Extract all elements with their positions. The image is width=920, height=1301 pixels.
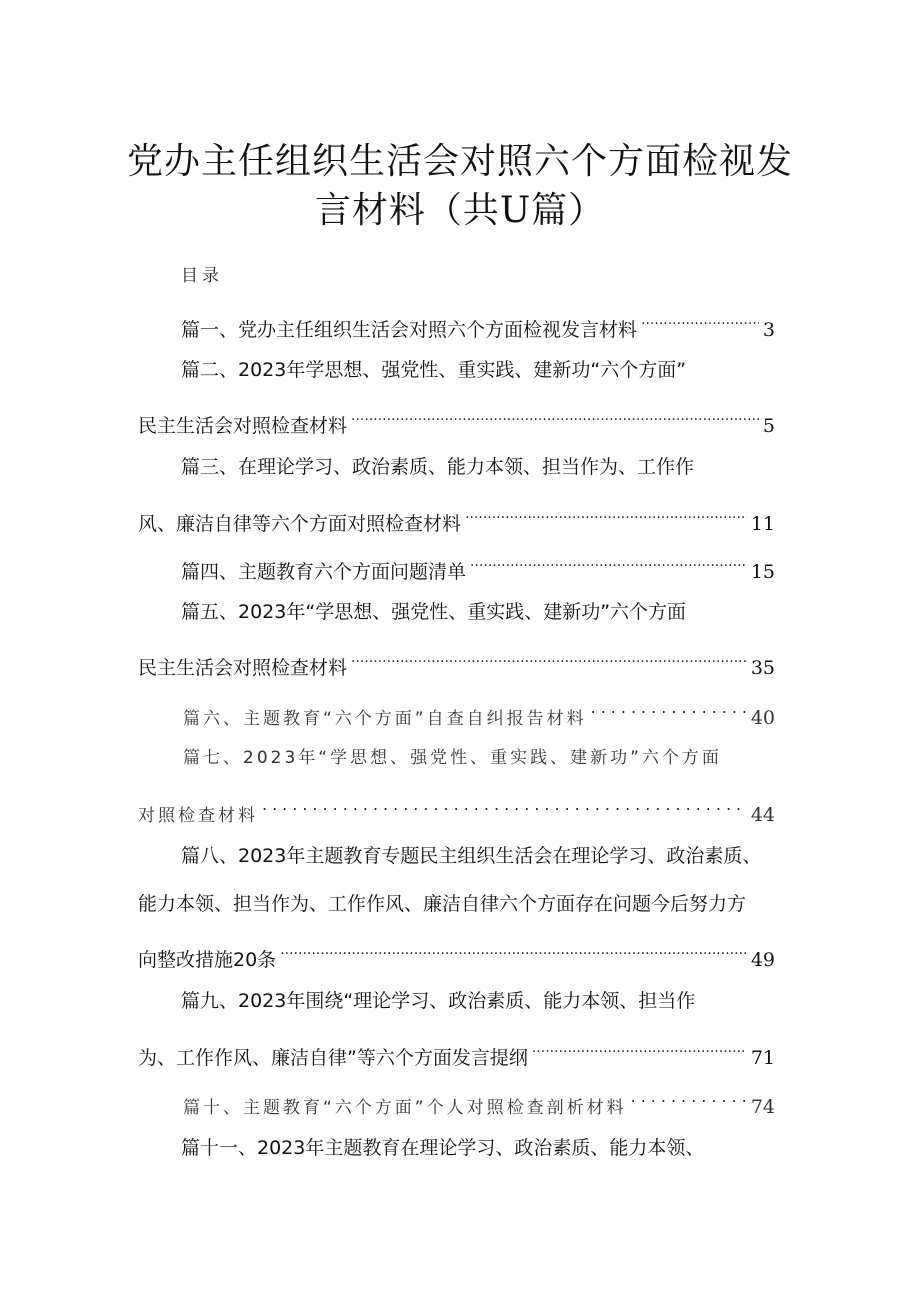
toc-entry-3-line-1[interactable]: 篇三、在理论学习、政治素质、能力本领、担当作为、工作作 <box>181 456 695 478</box>
toc-page-number: 49 <box>750 949 775 971</box>
toc-entry-4[interactable] <box>0 550 775 583</box>
toc-entry-1[interactable] <box>0 308 775 341</box>
toc-page-number: 3 <box>762 319 775 341</box>
toc-entry-7[interactable] <box>0 793 775 826</box>
toc-entry-10[interactable] <box>0 1085 775 1118</box>
toc-entry-text: 篇六、主题教育“六个方面”自查自纠报告材料 <box>183 709 587 729</box>
toc-entry-11-line-1[interactable]: 篇十一、2023年主题教育在理论学习、政治素质、能力本领、 <box>181 1137 705 1159</box>
toc-leader-dots <box>280 938 747 966</box>
toc-leader-dots <box>532 1036 747 1064</box>
toc-entry-text: 民主生活会对照检查材料 <box>138 657 348 679</box>
toc-entry-8-line-1[interactable]: 篇八、2023年主题教育专题民主组织生活会在理论学习、政治素质、 <box>181 845 762 867</box>
toc-entry-text: 向整改措施20条 <box>138 949 277 971</box>
toc-page-number: 35 <box>750 657 775 679</box>
toc-entry-9[interactable] <box>0 1036 775 1069</box>
toc-page-number: 71 <box>750 1047 775 1069</box>
toc-leader-dots <box>262 793 747 821</box>
toc-leader-dots <box>470 550 747 578</box>
toc-entry-8-line-2[interactable]: 能力本领、担当作为、工作作风、廉洁自律六个方面存在问题今后努力方 <box>138 893 747 915</box>
toc-entry-text: 民主生活会对照检查材料 <box>138 415 348 437</box>
toc-entry-5-line-1[interactable]: 篇五、2023年“学思想、强党性、重实践、建新功”六个方面 <box>181 601 687 623</box>
toc-label: 目录 <box>181 266 223 286</box>
document-title-line-2: 言材料（共U篇） <box>314 190 606 231</box>
toc-leader-dots <box>465 502 747 530</box>
toc-page-number: 74 <box>750 1096 775 1118</box>
toc-entry-2-line-1[interactable]: 篇二、2023年学思想、强党性、重实践、建新功“六个方面” <box>181 359 687 381</box>
toc-entry-5[interactable] <box>0 646 775 679</box>
toc-page-number: 5 <box>762 415 775 437</box>
toc-entry-text: 对照检查材料 <box>138 806 258 826</box>
toc-leader-dots <box>351 404 759 432</box>
toc-leader-dots <box>641 308 759 336</box>
toc-entry-8[interactable] <box>0 938 775 971</box>
toc-page-number: 40 <box>750 707 775 729</box>
toc-leader-dots <box>351 646 747 674</box>
toc-entry-text: 篇一、党办主任组织生活会对照六个方面检视发言材料 <box>181 319 638 341</box>
toc-leader-dots <box>591 696 747 724</box>
toc-page-number: 44 <box>750 804 775 826</box>
toc-entry-6[interactable] <box>0 696 775 729</box>
toc-entry-9-line-1[interactable]: 篇九、2023年围绕“理论学习、政治素质、能力本领、担当作 <box>181 990 696 1012</box>
toc-entry-text: 篇四、主题教育六个方面问题清单 <box>181 561 467 583</box>
document-title-line-1: 党办主任组织生活会对照六个方面检视发 <box>126 141 793 182</box>
toc-entry-2[interactable] <box>0 404 775 437</box>
toc-entry-3[interactable] <box>0 502 775 535</box>
toc-entry-text: 风、廉洁自律等六个方面对照检查材料 <box>138 513 462 535</box>
toc-entry-text: 为、工作作风、廉洁自律”等六个方面发言提纲 <box>138 1047 528 1069</box>
toc-page-number: 11 <box>750 513 775 535</box>
toc-entry-text: 篇十、主题教育“六个方面”个人对照检查剖析材料 <box>183 1098 627 1118</box>
toc-entry-7-line-1[interactable]: 篇七、2023年“学思想、强党性、重实践、建新功”六个方面 <box>183 748 722 768</box>
toc-leader-dots <box>631 1085 747 1113</box>
toc-page-number: 15 <box>750 561 775 583</box>
